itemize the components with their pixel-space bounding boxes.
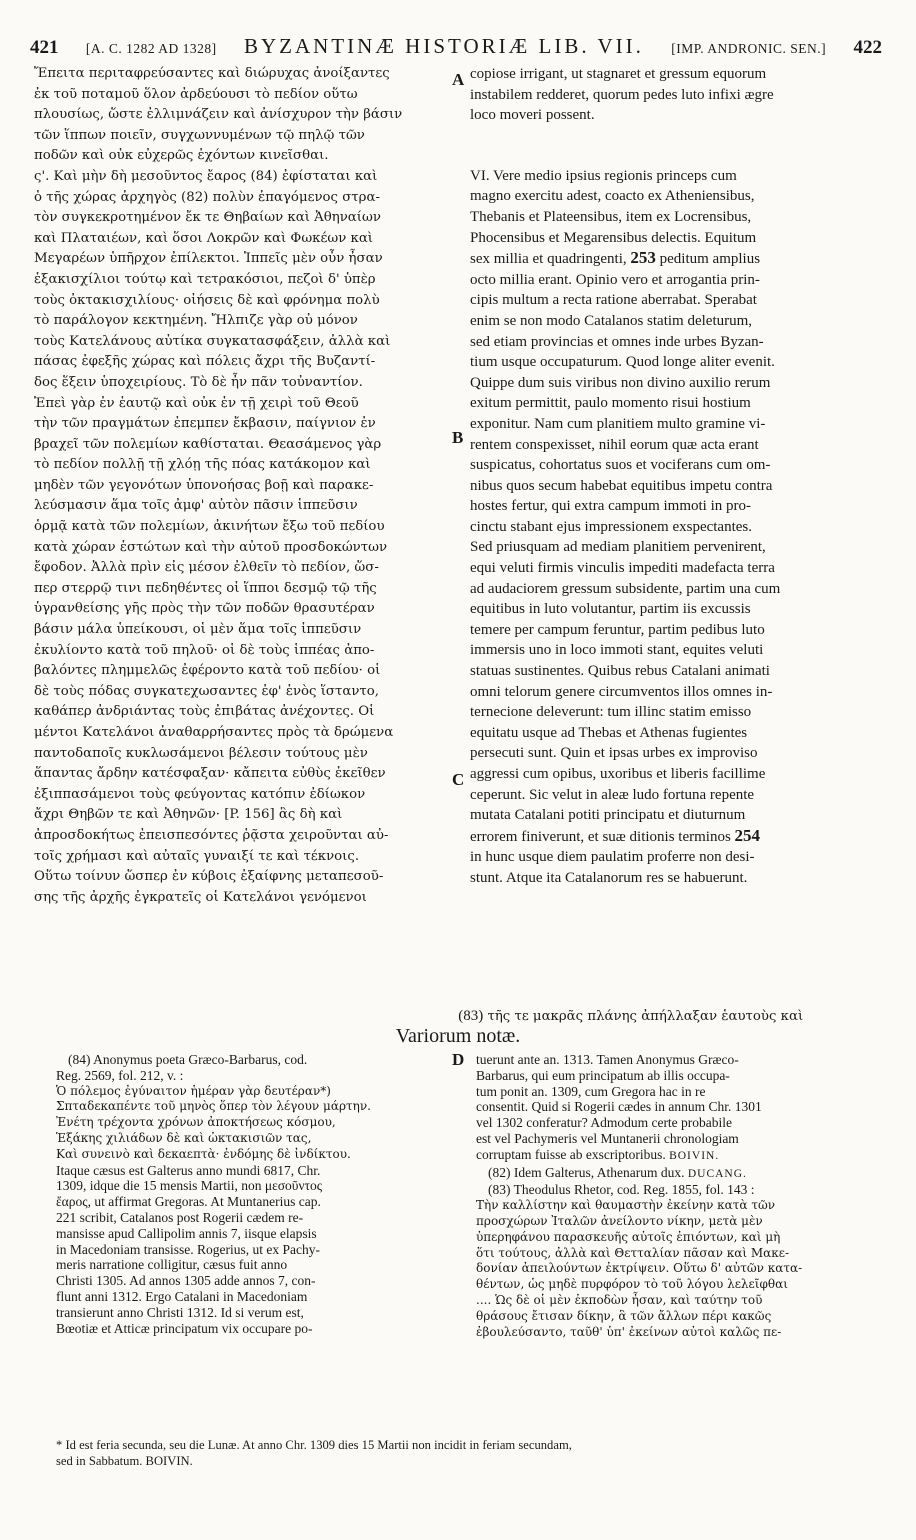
greek-line: βραχεῖ τῶν πολεμίων καθίσταται. Θεασάμενος γὰρ	[34, 436, 382, 452]
greek-line: περ στερρῷ τινι πεδηθέντες οἱ ἵπποι δεσμῷ τῷ τῆς	[34, 580, 377, 596]
greek-line: τὸ παράλογον κεκτημένη. Ἤλπιζε γὰρ οὐ μόνον	[34, 313, 358, 329]
edition-page-number: 254	[734, 825, 761, 845]
latin-line	[470, 826, 882, 848]
greek-line: τοῖς χρήμασι καὶ αὐταῖς γυναιξί τε καὶ τέκνοις.	[34, 848, 360, 864]
latin-line: rentem conspexisset, nihil eorum quæ acta erant	[470, 436, 759, 453]
latin-text: peditum amplius	[659, 251, 761, 268]
latin-text: sex millia et quadringenti,	[470, 251, 627, 268]
notes-heading: Variorum notæ.	[395, 1025, 521, 1047]
latin-line: Sed priusquam ad mediam planitiem pervenirent,	[470, 539, 766, 556]
latin-line: exitum permittit, paulo momento risui hostium	[470, 395, 751, 412]
greek-line: δὲ τοὺς πόδας συγκατεχωσαντες ἐφ' ἑνὸς ἵσταντο,	[34, 683, 380, 699]
note-line	[476, 1147, 880, 1165]
latin-line: hostes fertur, qui extra campum immoti in pro-	[470, 498, 752, 515]
note-line: Itaque cæsus est Galterus anno mundi 6817, Chr.	[56, 1162, 321, 1178]
greek-line: Ἐπεὶ γὰρ ἐν ἑαυτῷ καὶ οὐκ ἐν τῇ χειρὶ τοῦ Θεοῦ	[34, 395, 359, 411]
latin-line: mutata Catalani potiti principatu et diuturnum	[470, 807, 746, 824]
note-greek-line: Σπταδεκαπέντε τοῦ μηνὸς ὅπερ τὸν λέγουν μάρτην.	[56, 1099, 371, 1114]
note-line: in Macedoniam transisse. Rogerius, ut ex Pachy-	[56, 1241, 320, 1257]
note-line: tum ponit an. 1309, cum Gregora hac in re	[476, 1083, 706, 1099]
latin-line: magno exercitu adest, coacto ex Atheniensibus,	[470, 188, 755, 205]
greek-line: κατὰ χώραν ἑστώτων καὶ τὴν αὐτοῦ προσδοκώντων	[34, 539, 388, 555]
greek-line: Μεγαρέων ὑπῆρχον ἐπίλεκτοι. Ἱππεῖς μὲν οὖν ἦσαν	[34, 251, 383, 267]
notes-left-column	[56, 1052, 460, 1336]
greek-line: ἑξακισχίλιοι τούτῳ καὶ τετρακόσιοι, πεζοὶ δ' ὑπὲρ	[34, 271, 376, 287]
note-line: meris narratione colligitur, cæsus fuit anno	[56, 1257, 288, 1273]
greek-line: ς'. Καὶ μὴν δὴ μεσοῦντος ἔαρος (84) ἐφίσταται καὶ	[34, 168, 378, 184]
note-reference: (83)	[458, 1008, 484, 1024]
note-line	[476, 1165, 880, 1183]
note-line: 221 scribit, Catalanos post Rogerii cædem re-	[56, 1209, 304, 1225]
note-line: 1309, idque die 15 mensis Martii, non μεσοῦντος	[56, 1178, 323, 1194]
page-number-right: 422	[853, 37, 882, 58]
latin-line	[470, 248, 882, 270]
header-dates: [A. C. 1282 AD 1328]	[85, 41, 217, 56]
greek-line: ὁ τῆς χώρας ἀρχηγὸς (82) πολὺν ἐπαγόμενος στρα-	[34, 189, 380, 205]
header-emperor: [IMP. ANDRONIC. SEN.]	[671, 41, 827, 56]
trailing-greek-text: τῆς τε μακρᾶς πλάνης ἀπήλλαξαν ἑαυτοὺς καὶ	[487, 1009, 804, 1024]
latin-line: copiose irrigant, ut stagnaret et gressum equorum	[470, 66, 767, 82]
greek-line: μηδὲν τῶν γεγονότων ὑπονοήσας βοῇ καὶ παρακε-	[34, 477, 374, 493]
latin-line: persecuti sunt. Quin et ipsas urbes ex improviso	[470, 745, 758, 762]
latin-line: cinctu stabant ejus impressionem exspectantes.	[470, 518, 753, 535]
note-line: (83) Theodulus Rhetor, cod. Reg. 1855, fol. 143 :	[488, 1182, 755, 1198]
note-text: corruptam fuisse ab exscriptoribus.	[476, 1146, 666, 1162]
note-greek-line: Ἐνέτη τρέχοντα χρόνων ἀποκτήσεως κόσμου,	[56, 1115, 336, 1130]
latin-line: enim se non modo Catalanos statim deleturum,	[470, 312, 753, 329]
paragraph-gap	[470, 126, 882, 166]
margin-letter-d: D	[452, 1050, 465, 1069]
note-line: tuerunt ante an. 1313. Tamen Anonymus Græco-	[476, 1052, 739, 1067]
greek-line: παντοδαποῖς κυκλωσάμενοι βέλεσιν τούτους μὲν	[34, 745, 368, 761]
note-author: DUCANG.	[687, 1167, 747, 1180]
latin-line: ternecione deleverunt: tum illinc statim emisso	[470, 704, 752, 721]
note-line: ἔαρος, ut affirmat Gregoras. At Muntanerius cap.	[56, 1194, 321, 1210]
greek-line: πλουσίως, ὥστε ἐλλιμνάζειν καὶ ἀνίσχυρον τὴν βάσιν	[34, 107, 403, 123]
greek-line: ἐξιππασάμενοι τοὺς φεύγοντας κατόπιν ἐδίωκον	[34, 786, 366, 802]
note-author: BOIVIN.	[669, 1149, 720, 1162]
latin-line: stunt. Atque ita Catalanorum res se habuerunt.	[470, 869, 748, 886]
latin-line: statuas sustinentes. Quibus rebus Catalani animati	[470, 663, 770, 680]
footnote	[56, 1438, 882, 1470]
latin-line: VI. Vere medio ipsius regionis princeps cum	[470, 167, 737, 184]
latin-line: nibus quos secum habebat equitibus impetu contra	[470, 477, 773, 494]
greek-line: τὸν συγκεκροτημένον ἔκ τε Θηβαίων καὶ Ἀθηναίων	[34, 210, 381, 226]
latin-line: equi veluti firmis vinculis impediti madefacta terra	[470, 560, 775, 577]
greek-line: καὶ Πλαταιέων, καὶ ὅσοι Λοκρῶν καὶ Φωκέων καὶ	[34, 230, 374, 246]
note-greek-line: Τὴν καλλίστην καὶ θαυμαστὴν ἐκείνην κατὰ τῶν	[476, 1198, 776, 1213]
latin-text: errorem finiverunt, et suæ ditionis terminos	[470, 828, 731, 845]
note-greek-line: Καὶ συνεινὸ καὶ δεκαεπτὰ· ἐνδόμης δὲ ἰνδίκτου.	[56, 1146, 351, 1161]
note-greek-line: προσχώρων Ἰταλῶν ἀνείλοντο νίκην, μετὰ μὲν	[476, 1213, 763, 1228]
header-title: BYZANTINÆ HISTORIÆ LIB. VII.	[243, 34, 644, 58]
greek-line: ἐκυλίοντο κατὰ τοῦ πηλοῦ· οἱ δὲ τοὺς ἱππέας ἀπο-	[34, 642, 375, 658]
greek-line: τὸ πεδίον πολλῇ τῇ χλόῃ τῆς πόας κατάκομον καὶ	[34, 457, 371, 473]
latin-line: Thebanis et Plateensibus, item ex Locrensibus,	[470, 208, 752, 225]
latin-line: suspicatus, cohortatus suos et vociferans cum om-	[470, 457, 771, 474]
greek-line: ἔφοδον. Ἀλλὰ πρὶν εἰς μέσον ἐλθεῖν τὸ πεδίον, ὥσ-	[34, 560, 379, 576]
note-greek-line: Ἑξάκης χιλιάδων δὲ καὶ ὠκτακισιῶν τας,	[56, 1130, 312, 1145]
note-greek-line: ὅτι τούτους, ἀλλὰ καὶ Θετταλίαν πᾶσαν καὶ Μακε-	[476, 1245, 790, 1260]
latin-line: sed etiam provincias et omnes inde urbes Byzan-	[470, 333, 764, 350]
latin-line: tium usque occupaturum. Quod longe aliter evenit.	[470, 354, 775, 371]
latin-line: omni telorum genere circumventos illos omnes in-	[470, 683, 773, 700]
note-line: (84) Anonymus poeta Græco-Barbarus, cod.	[68, 1052, 308, 1067]
greek-line: Ἔπειτα περιταφρεύσαντες καὶ διώρυχας ἀνοίξαντες	[34, 66, 390, 81]
latin-line: Phocensibus et Megarensibus delectis. Equitum	[470, 229, 757, 246]
note-line: est vel Pachymeris vel Muntanerii chronologiam	[476, 1130, 739, 1146]
latin-column	[470, 64, 882, 889]
greek-line: πάσας ἐφεξῆς χώρας καὶ πόλεις ἄχρι τῆς Βυζαντί-	[34, 354, 376, 370]
latin-line: loco moveri possent.	[470, 107, 595, 124]
note-line: Bœotiæ et Atticæ principatum vix occupare po-	[56, 1320, 313, 1336]
note-line: vel 1302 conferatur? Admodum certe probabile	[476, 1115, 733, 1131]
greek-line: σης τῆς ἀρχῆς ἐγκρατεῖς οἱ Κατελάνοι γενόμενοι	[34, 889, 367, 905]
note-greek-line: δονίαν ἀπειλούντων ἐκτρίψειν. Οὕτω δ' αὐτῶν κατα-	[476, 1261, 803, 1276]
page-number-left: 421	[30, 37, 59, 58]
margin-letter-b: B	[452, 428, 464, 447]
latin-line: immersis uno in loco immoti stant, equites veluti	[470, 642, 764, 659]
footnote-line: * Id est feria secunda, seu die Lunæ. At anno Chr. 1309 dies 15 Martii non incidit in feriam secundam,	[56, 1438, 572, 1452]
notes-right-column	[476, 1052, 880, 1340]
running-header	[30, 34, 882, 60]
latin-line: in hunc usque diem paulatim proferre non desi-	[470, 849, 755, 866]
note-line: consentit. Quid si Rogerii cædes in annum Chr. 1301	[476, 1099, 762, 1115]
greek-line: καθάπερ ἀνδριάντας τοὺς ἐπιβάτας ἀνέχοντες. Οἱ	[34, 704, 375, 720]
note-text: (82) Idem Galterus, Athenarum dux.	[488, 1164, 685, 1180]
greek-line: Οὕτω τοίνυν ὥσπερ ἐν κύβοις ἐξαίφνης μεταπεσοῦ-	[34, 869, 384, 885]
note-line: Barbarus, qui eum principatum ab illis occupa-	[476, 1067, 730, 1083]
greek-line: ἐκ τοῦ ποταμοῦ ὅλον ἀρδεύουσι τὸ πεδίον οὕτω	[34, 86, 358, 102]
greek-line: ἄχρι Θηβῶν τε καὶ Ἀθηνῶν· [P. 156] ἃς δὴ καὶ	[34, 807, 343, 823]
latin-line: equitibus in luto volutantur, partim iis excussis	[470, 601, 751, 618]
note-greek-line: θράσους ἔτισαν δίκην, ἃ τῶν ἄλλων πέρι κακῶς	[476, 1308, 772, 1323]
latin-line: temere per campum feruntur, partim pedibus luto	[470, 621, 765, 638]
note-greek-line: ὑπερηφάνου παρασκευῆς αὐτοῖς ἐπιόντων, καὶ μὴ	[476, 1229, 781, 1244]
greek-line: ἅπαντας ἄρδην κατέσφαξαν· κἄπειτα εὐθὺς ἐκεῖθεν	[34, 766, 386, 782]
greek-line: ὑγρανθείσης γῆς πρὸς τὴν τῶν ποδῶν θρασυτέραν	[34, 601, 375, 617]
footnote-line: sed in Sabbatum. BOIVIN.	[56, 1453, 193, 1468]
latin-line: equitatu usque ad Thebas et Athenas fugientes	[470, 724, 748, 741]
latin-line: exponitur. Nam cum planitiem multo gramine vi-	[470, 415, 766, 432]
greek-line: βάσιν μάλα ὑπείκουσι, οἱ μὲν ἅμα τοῖς ἱππεῦσιν	[34, 622, 362, 638]
latin-line: aggressi cum opibus, uxoribus et liberis facillime	[470, 766, 766, 782]
latin-line: ceperunt. Sic velut in aleæ ludo fortuna repente	[470, 786, 755, 803]
greek-line: ἀπροσδοκήτως ἐπεισπεσόντες ῥᾷστα χειροῦνται αὐ-	[34, 827, 389, 843]
latin-line: Quippe dum suis viribus non divino auxilio rerum	[470, 374, 771, 391]
greek-column	[34, 64, 454, 908]
note-line: flunt anni 1312. Ergo Catalani in Macedoniam	[56, 1288, 308, 1304]
edition-page-number: 253	[630, 248, 656, 268]
latin-line: ad audaciorem gressum subsidente, partim una cum	[470, 580, 781, 597]
note-line: transierunt anno Christi 1312. Id si verum est,	[56, 1304, 304, 1320]
latin-line: octo millia erant. Opinio vero et arrogantia prin-	[470, 271, 760, 288]
greek-line: λεύσμασιν ἅμα τοῖς ἀμφ' αὐτὸν πᾶσιν ἱππεῦσιν	[34, 498, 358, 514]
greek-line: τοὺς Κατελάνους αὐτίκα συγκατασφάξειν, ἀλλὰ καὶ	[34, 333, 391, 349]
greek-line: τὴν τῶν πραγμάτων ἐπεμπεν ἔκβασιν, παίγνιον ἐν	[34, 416, 376, 432]
latin-line: cipis multum a recta ratione aberrabat. Sperabat	[470, 292, 757, 309]
margin-letter-a: A	[452, 70, 465, 89]
note-greek-line: ἐβουλεύσαντο, ταῦθ' ὑπ' ἐκείνων αὐτοὶ καλῶς πε-	[476, 1324, 782, 1339]
note-line: Christi 1305. Ad annos 1305 adde annos 7, con-	[56, 1273, 316, 1289]
greek-line: μέντοι Κατελάνοι ἀναθαρρήσαντες πρὸς τὰ δρώμενα	[34, 725, 394, 740]
greek-line: τοὺς ὀκτακισχιλίους· οἰήσεις δὲ καὶ φρόνημα πολὺ	[34, 292, 380, 308]
note-line: mansisse apud Callipolim annis 7, iisque elapsis	[56, 1225, 317, 1241]
greek-line: βαλόντες πλημμελῶς ἐφέροντο κατὰ τοῦ πεδίου· οἱ	[34, 663, 381, 679]
note-greek-line: .... Ὡς δὲ οἱ μὲν ἐκποδὼν ἦσαν, καὶ ταύτην τοῦ	[476, 1292, 763, 1307]
note-greek-line: θέντων, ὡς μηδὲ πυρφόρον τὸ τοῦ λόγου λελεῖφθαι	[476, 1277, 788, 1292]
greek-line: ποδῶν καὶ οὐκ εὐχερῶς ἐχόντων κινεῖσθαι.	[34, 148, 329, 164]
margin-letter-c: C	[452, 770, 465, 789]
latin-line: instabilem redderet, quorum pedes luto infixi ægre	[470, 86, 774, 103]
greek-line: τῶν ἵππων ποιεῖν, συγχωννυμένων τῷ πηλῷ τῶν	[34, 127, 365, 143]
note-line: Reg. 2569, fol. 212, v. :	[56, 1067, 184, 1083]
note-greek-line: Ὁ πόλεμος ἐγύναιτον ἡμέραν γὰρ δευτέραν*)	[56, 1083, 331, 1098]
greek-line: ὁρμᾷ κατὰ τῶν πολεμίων, ἀκινήτων ἔξω τοῦ πεδίου	[34, 519, 385, 535]
greek-line: δος ἕξειν ὑποχειρίους. Τὸ δὲ ἦν πᾶν τοὐναντίον.	[34, 374, 363, 390]
